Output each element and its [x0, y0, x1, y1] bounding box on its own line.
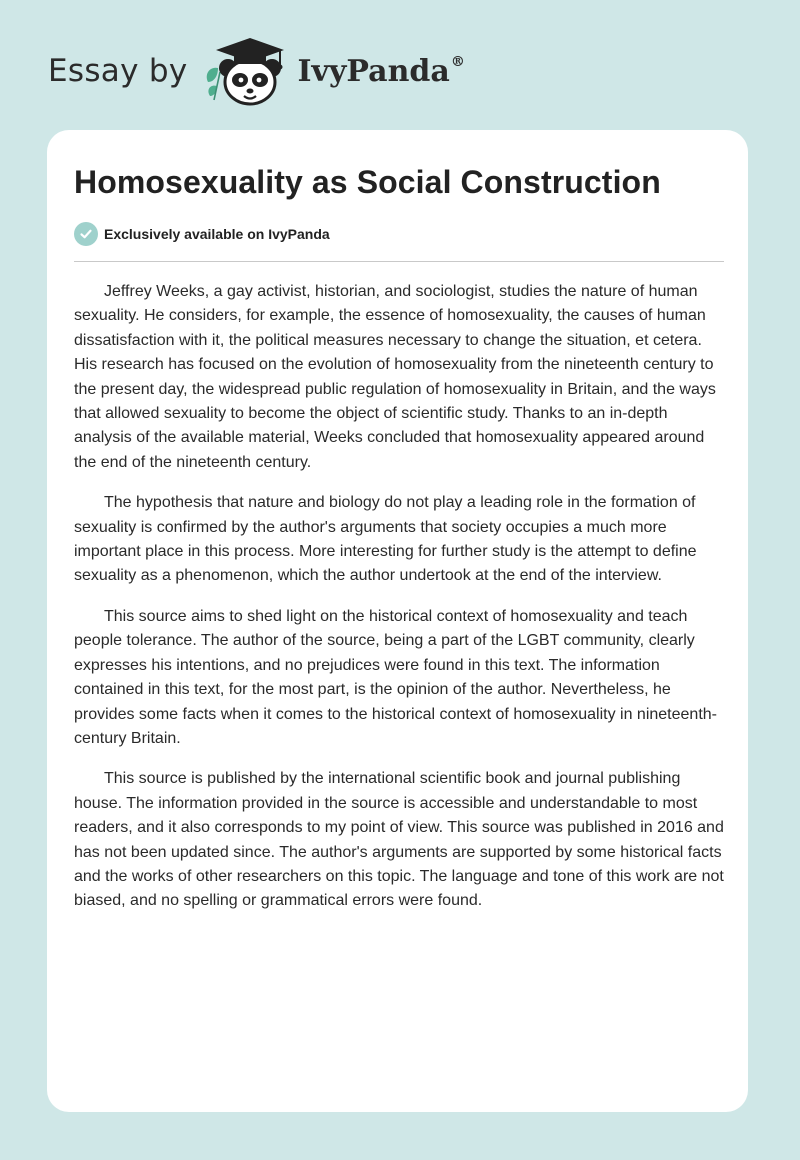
site-header: [48, 36, 465, 106]
panda-logo-icon: [202, 34, 294, 108]
registered-mark: ®: [450, 53, 465, 70]
paragraph: Jeffrey Weeks, a gay activist, historian, and sociologist, studies the nature of human sexuality. He considers, for example, the essence of homosexuality, the causes of human dissatisfaction with it, the political measures necessary to change the situation, et cetera. His research has focused on the evolution of homosexuality from the nineteenth century to the present day, the widespread public regulation of homosexuality in Britain, and the ways that allowed sexuality to become the object of scientific study. Thanks to an in-depth analysis of the available material, Weeks concluded that homosexuality appeared around the end of the nineteenth century.: [74, 283, 716, 471]
page-title: Homosexuality as Social Construction: [74, 164, 661, 200]
check-circle-icon: [74, 222, 98, 246]
essay-by-label: Essay by: [48, 53, 188, 89]
paragraph: The hypothesis that nature and biology do not play a leading role in the formation of sexuality is confirmed by the author's arguments that society occupies a much more important place in this process. More interesting for further study is the attempt to define sexuality as a phenomenon, which the author undertook at the end of the interview.: [74, 494, 697, 585]
exclusive-badge-label: Exclusively available on IvyPanda: [104, 226, 330, 242]
paragraph: This source is published by the international scientific book and journal publishing house. The information provided in the source is accessible and understandable to most readers, and it also corresponds to my point of view. This source was published in 2016 and has not been updated since. The author's arguments are supported by some historical facts and the works of other researchers on this topic. The language and tone of this work are not biased, and no spelling or grammatical errors were found.: [74, 770, 724, 910]
exclusive-badge: [74, 222, 330, 246]
brand-name: IvyPanda®: [297, 53, 465, 89]
essay-body: [74, 280, 726, 930]
paragraph: This source aims to shed light on the historical context of homosexuality and teach people tolerance. The author of the source, being a part of the LGBT community, clearly expresses his intentions, and no prejudices were found in this text. The information contained in this text, for the most part, is the opinion of the author. Nevertheless, he provides some facts when it comes to the historical context of homosexuality in nineteenth-century Britain.: [74, 607, 717, 747]
essay-card: [47, 130, 748, 1112]
title-divider: [74, 261, 724, 262]
